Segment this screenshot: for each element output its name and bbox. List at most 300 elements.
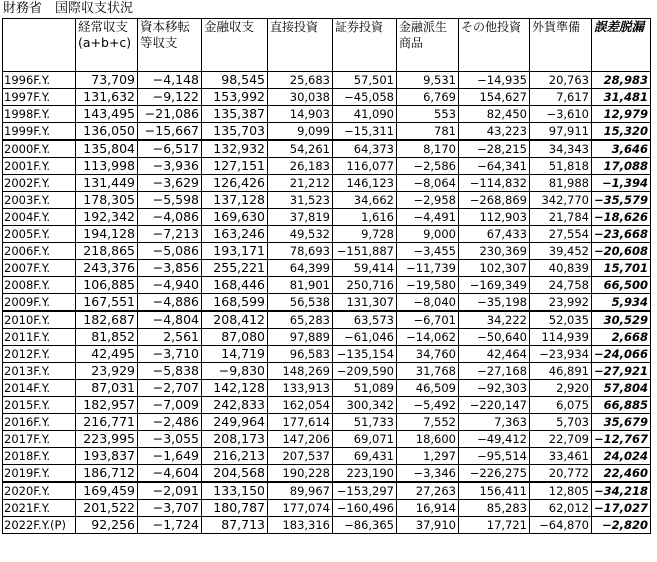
cell-other-investment: −169,349 (459, 277, 530, 294)
cell-financial-derivatives: −3,455 (397, 243, 459, 260)
cell-errors-omissions: −35,579 (592, 192, 651, 209)
cell-other-investment: 230,369 (459, 243, 530, 260)
cell-direct-investment: 133,913 (268, 380, 333, 397)
cell-direct-investment: 81,901 (268, 277, 333, 294)
cell-errors-omissions: −17,027 (592, 500, 651, 517)
cell-financial-derivatives: −8,040 (397, 294, 459, 312)
cell-portfolio-investment: −45,058 (333, 89, 397, 106)
cell-errors-omissions: 15,320 (592, 123, 651, 141)
header-financial-derivatives: 金融派生商品 (397, 19, 459, 72)
cell-other-investment: −14,935 (459, 72, 530, 89)
cell-direct-investment: 78,693 (268, 243, 333, 260)
table-row (3, 346, 651, 363)
cell-capital-account: −6,517 (138, 140, 202, 158)
cell-financial-derivatives: 27,263 (397, 482, 459, 500)
cell-current-account: 113,998 (76, 158, 138, 175)
cell-errors-omissions: 15,701 (592, 260, 651, 277)
cell-other-investment: −220,147 (459, 397, 530, 414)
cell-direct-investment: 26,183 (268, 158, 333, 175)
cell-portfolio-investment: −61,046 (333, 329, 397, 346)
cell-financial-account: 135,387 (202, 106, 268, 123)
table-row (3, 517, 651, 534)
cell-fiscal-year: 2014F.Y. (3, 380, 76, 397)
cell-errors-omissions: −20,608 (592, 243, 651, 260)
cell-financial-account: 153,992 (202, 89, 268, 106)
cell-reserve-assets: 12,805 (530, 482, 592, 500)
cell-reserve-assets: 46,891 (530, 363, 592, 380)
cell-other-investment: 42,464 (459, 346, 530, 363)
cell-other-investment: 7,363 (459, 414, 530, 431)
cell-financial-account: 204,568 (202, 465, 268, 483)
cell-current-account: 87,031 (76, 380, 138, 397)
cell-portfolio-investment: −86,365 (333, 517, 397, 534)
cell-other-investment: −92,303 (459, 380, 530, 397)
cell-financial-derivatives: 37,910 (397, 517, 459, 534)
cell-current-account: 143,495 (76, 106, 138, 123)
cell-capital-account: −5,086 (138, 243, 202, 260)
cell-financial-account: 137,128 (202, 192, 268, 209)
table-row (3, 414, 651, 431)
cell-current-account: 23,929 (76, 363, 138, 380)
cell-reserve-assets: 20,772 (530, 465, 592, 483)
cell-direct-investment: 65,283 (268, 311, 333, 329)
cell-financial-account: 169,630 (202, 209, 268, 226)
table-row (3, 448, 651, 465)
cell-direct-investment: 148,269 (268, 363, 333, 380)
cell-errors-omissions: −27,921 (592, 363, 651, 380)
cell-financial-account: 216,213 (202, 448, 268, 465)
balance-of-payments-table (2, 18, 651, 534)
cell-capital-account: −3,707 (138, 500, 202, 517)
cell-direct-investment: 49,532 (268, 226, 333, 243)
cell-portfolio-investment: 116,077 (333, 158, 397, 175)
cell-fiscal-year: 2000F.Y. (3, 140, 76, 158)
cell-errors-omissions: 57,804 (592, 380, 651, 397)
cell-current-account: 182,687 (76, 311, 138, 329)
cell-capital-account: −2,486 (138, 414, 202, 431)
cell-errors-omissions: 2,668 (592, 329, 651, 346)
cell-errors-omissions: 3,646 (592, 140, 651, 158)
header-errors-omissions: 誤差脱漏 (592, 19, 651, 72)
cell-other-investment: 67,433 (459, 226, 530, 243)
cell-errors-omissions: −2,820 (592, 517, 651, 534)
cell-direct-investment: 147,206 (268, 431, 333, 448)
cell-reserve-assets: 52,035 (530, 311, 592, 329)
table-row (3, 380, 651, 397)
cell-portfolio-investment: 146,123 (333, 175, 397, 192)
cell-current-account: 243,376 (76, 260, 138, 277)
cell-errors-omissions: −24,066 (592, 346, 651, 363)
cell-capital-account: −2,707 (138, 380, 202, 397)
cell-reserve-assets: 81,988 (530, 175, 592, 192)
cell-fiscal-year: 2010F.Y. (3, 311, 76, 329)
cell-fiscal-year: 2004F.Y. (3, 209, 76, 226)
cell-direct-investment: 162,054 (268, 397, 333, 414)
cell-portfolio-investment: −160,496 (333, 500, 397, 517)
cell-fiscal-year: 2002F.Y. (3, 175, 76, 192)
table-row (3, 106, 651, 123)
cell-reserve-assets: −3,610 (530, 106, 592, 123)
cell-direct-investment: 21,212 (268, 175, 333, 192)
cell-fiscal-year: 2006F.Y. (3, 243, 76, 260)
cell-errors-omissions: 24,024 (592, 448, 651, 465)
cell-financial-derivatives: 16,914 (397, 500, 459, 517)
cell-financial-account: 98,545 (202, 72, 268, 89)
cell-direct-investment: 31,523 (268, 192, 333, 209)
cell-capital-account: −7,213 (138, 226, 202, 243)
cell-financial-account: 14,719 (202, 346, 268, 363)
cell-reserve-assets: 62,012 (530, 500, 592, 517)
cell-direct-investment: 25,683 (268, 72, 333, 89)
cell-errors-omissions: −1,394 (592, 175, 651, 192)
cell-reserve-assets: 40,839 (530, 260, 592, 277)
header-other-investment: その他投資 (459, 19, 530, 72)
cell-reserve-assets: 39,452 (530, 243, 592, 260)
cell-other-investment: −226,275 (459, 465, 530, 483)
cell-current-account: 73,709 (76, 72, 138, 89)
cell-portfolio-investment: −15,311 (333, 123, 397, 141)
cell-capital-account: −5,838 (138, 363, 202, 380)
cell-portfolio-investment: 250,716 (333, 277, 397, 294)
cell-direct-investment: 54,261 (268, 140, 333, 158)
cell-financial-derivatives: −4,491 (397, 209, 459, 226)
cell-financial-derivatives: 31,768 (397, 363, 459, 380)
cell-portfolio-investment: 51,733 (333, 414, 397, 431)
cell-current-account: 216,771 (76, 414, 138, 431)
cell-portfolio-investment: 223,190 (333, 465, 397, 483)
cell-other-investment: −49,412 (459, 431, 530, 448)
cell-capital-account: −1,649 (138, 448, 202, 465)
cell-capital-account: −5,598 (138, 192, 202, 209)
cell-financial-derivatives: −6,701 (397, 311, 459, 329)
cell-financial-account: 168,599 (202, 294, 268, 312)
cell-current-account: 182,957 (76, 397, 138, 414)
cell-direct-investment: 97,889 (268, 329, 333, 346)
cell-capital-account: −4,886 (138, 294, 202, 312)
cell-capital-account: −2,091 (138, 482, 202, 500)
cell-financial-derivatives: 7,552 (397, 414, 459, 431)
cell-current-account: 131,449 (76, 175, 138, 192)
cell-other-investment: 156,411 (459, 482, 530, 500)
cell-financial-derivatives: −19,580 (397, 277, 459, 294)
cell-errors-omissions: 66,885 (592, 397, 651, 414)
table-row (3, 226, 651, 243)
cell-portfolio-investment: −151,887 (333, 243, 397, 260)
cell-other-investment: 154,627 (459, 89, 530, 106)
cell-fiscal-year: 1998F.Y. (3, 106, 76, 123)
cell-capital-account: −1,724 (138, 517, 202, 534)
cell-other-investment: −64,341 (459, 158, 530, 175)
table-row (3, 158, 651, 175)
cell-fiscal-year: 2005F.Y. (3, 226, 76, 243)
cell-direct-investment: 190,228 (268, 465, 333, 483)
cell-financial-account: 242,833 (202, 397, 268, 414)
table-row (3, 72, 651, 89)
cell-financial-account: 142,128 (202, 380, 268, 397)
cell-portfolio-investment: 41,090 (333, 106, 397, 123)
cell-other-investment: 43,223 (459, 123, 530, 141)
cell-fiscal-year: 2003F.Y. (3, 192, 76, 209)
cell-reserve-assets: 22,709 (530, 431, 592, 448)
cell-reserve-assets: 24,758 (530, 277, 592, 294)
cell-other-investment: −35,198 (459, 294, 530, 312)
header-financial-account: 金融収支 (202, 19, 268, 72)
cell-fiscal-year: 2001F.Y. (3, 158, 76, 175)
cell-financial-derivatives: −5,492 (397, 397, 459, 414)
cell-current-account: 81,852 (76, 329, 138, 346)
cell-financial-derivatives: 6,769 (397, 89, 459, 106)
cell-capital-account: −15,667 (138, 123, 202, 141)
cell-current-account: 131,632 (76, 89, 138, 106)
cell-other-investment: −27,168 (459, 363, 530, 380)
cell-portfolio-investment: 59,414 (333, 260, 397, 277)
cell-financial-derivatives: −14,062 (397, 329, 459, 346)
table-row (3, 209, 651, 226)
cell-reserve-assets: 2,920 (530, 380, 592, 397)
table-row (3, 140, 651, 158)
cell-other-investment: −28,215 (459, 140, 530, 158)
cell-financial-account: 135,703 (202, 123, 268, 141)
cell-current-account: 194,128 (76, 226, 138, 243)
cell-other-investment: 34,222 (459, 311, 530, 329)
cell-financial-derivatives: 8,170 (397, 140, 459, 158)
cell-errors-omissions: −12,767 (592, 431, 651, 448)
cell-other-investment: −95,514 (459, 448, 530, 465)
table-row (3, 311, 651, 329)
cell-fiscal-year: 1997F.Y. (3, 89, 76, 106)
cell-capital-account: 2,561 (138, 329, 202, 346)
cell-other-investment: −50,640 (459, 329, 530, 346)
table-row (3, 89, 651, 106)
cell-financial-account: 132,932 (202, 140, 268, 158)
cell-reserve-assets: 7,617 (530, 89, 592, 106)
table-row (3, 243, 651, 260)
table-row (3, 363, 651, 380)
cell-financial-account: 180,787 (202, 500, 268, 517)
cell-capital-account: −4,086 (138, 209, 202, 226)
cell-current-account: 167,551 (76, 294, 138, 312)
cell-portfolio-investment: 300,342 (333, 397, 397, 414)
cell-current-account: 135,804 (76, 140, 138, 158)
cell-current-account: 178,305 (76, 192, 138, 209)
cell-errors-omissions: 17,088 (592, 158, 651, 175)
cell-other-investment: 112,903 (459, 209, 530, 226)
cell-capital-account: −21,086 (138, 106, 202, 123)
cell-errors-omissions: 28,983 (592, 72, 651, 89)
table-row (3, 397, 651, 414)
cell-portfolio-investment: 131,307 (333, 294, 397, 312)
cell-financial-derivatives: −11,739 (397, 260, 459, 277)
cell-portfolio-investment: −209,590 (333, 363, 397, 380)
cell-errors-omissions: 66,500 (592, 277, 651, 294)
header-row (3, 19, 651, 72)
table-row (3, 175, 651, 192)
cell-fiscal-year: 2015F.Y. (3, 397, 76, 414)
cell-financial-account: 87,080 (202, 329, 268, 346)
cell-financial-account: −9,830 (202, 363, 268, 380)
cell-financial-account: 163,246 (202, 226, 268, 243)
cell-other-investment: 17,721 (459, 517, 530, 534)
cell-errors-omissions: 22,460 (592, 465, 651, 483)
cell-fiscal-year: 1999F.Y. (3, 123, 76, 141)
cell-capital-account: −4,940 (138, 277, 202, 294)
cell-fiscal-year: 2019F.Y. (3, 465, 76, 483)
cell-capital-account: −4,604 (138, 465, 202, 483)
cell-capital-account: −3,055 (138, 431, 202, 448)
cell-capital-account: −7,009 (138, 397, 202, 414)
cell-errors-omissions: 5,934 (592, 294, 651, 312)
cell-financial-derivatives: −2,586 (397, 158, 459, 175)
cell-reserve-assets: −23,934 (530, 346, 592, 363)
cell-financial-derivatives: −2,958 (397, 192, 459, 209)
cell-direct-investment: 64,399 (268, 260, 333, 277)
cell-financial-derivatives: 18,600 (397, 431, 459, 448)
cell-current-account: 169,459 (76, 482, 138, 500)
table-row (3, 500, 651, 517)
cell-other-investment: −114,832 (459, 175, 530, 192)
cell-direct-investment: 177,614 (268, 414, 333, 431)
header-capital-account: 資本移転等収支 (138, 19, 202, 72)
cell-current-account: 201,522 (76, 500, 138, 517)
cell-financial-account: 87,713 (202, 517, 268, 534)
table-row (3, 329, 651, 346)
cell-financial-derivatives: −8,064 (397, 175, 459, 192)
cell-financial-account: 133,150 (202, 482, 268, 500)
cell-current-account: 186,712 (76, 465, 138, 483)
table-body (3, 72, 651, 534)
cell-reserve-assets: 51,818 (530, 158, 592, 175)
cell-financial-derivatives: 781 (397, 123, 459, 141)
cell-direct-investment: 96,583 (268, 346, 333, 363)
cell-fiscal-year: 2016F.Y. (3, 414, 76, 431)
cell-other-investment: 82,450 (459, 106, 530, 123)
cell-financial-derivatives: 9,531 (397, 72, 459, 89)
cell-fiscal-year: 1996F.Y. (3, 72, 76, 89)
cell-portfolio-investment: 51,089 (333, 380, 397, 397)
cell-fiscal-year: 2020F.Y. (3, 482, 76, 500)
cell-financial-derivatives: −3,346 (397, 465, 459, 483)
table-row (3, 465, 651, 483)
cell-direct-investment: 207,537 (268, 448, 333, 465)
cell-current-account: 92,256 (76, 517, 138, 534)
cell-reserve-assets: 6,075 (530, 397, 592, 414)
cell-financial-account: 193,171 (202, 243, 268, 260)
cell-reserve-assets: 97,911 (530, 123, 592, 141)
cell-direct-investment: 56,538 (268, 294, 333, 312)
cell-fiscal-year: 2013F.Y. (3, 363, 76, 380)
cell-financial-account: 255,221 (202, 260, 268, 277)
cell-reserve-assets: 5,703 (530, 414, 592, 431)
cell-reserve-assets: 21,784 (530, 209, 592, 226)
cell-portfolio-investment: −153,297 (333, 482, 397, 500)
cell-errors-omissions: 12,979 (592, 106, 651, 123)
cell-errors-omissions: 31,481 (592, 89, 651, 106)
cell-fiscal-year: 2022F.Y.(P) (3, 517, 76, 534)
cell-current-account: 218,865 (76, 243, 138, 260)
cell-current-account: 42,495 (76, 346, 138, 363)
cell-financial-derivatives: 46,509 (397, 380, 459, 397)
cell-portfolio-investment: 57,501 (333, 72, 397, 89)
cell-reserve-assets: −64,870 (530, 517, 592, 534)
cell-direct-investment: 30,038 (268, 89, 333, 106)
header-corner (3, 19, 76, 72)
cell-financial-derivatives: 1,297 (397, 448, 459, 465)
cell-errors-omissions: 30,529 (592, 311, 651, 329)
cell-reserve-assets: 114,939 (530, 329, 592, 346)
cell-direct-investment: 9,099 (268, 123, 333, 141)
cell-portfolio-investment: 34,662 (333, 192, 397, 209)
cell-portfolio-investment: 1,616 (333, 209, 397, 226)
cell-portfolio-investment: 63,573 (333, 311, 397, 329)
cell-fiscal-year: 2017F.Y. (3, 431, 76, 448)
table-row (3, 192, 651, 209)
cell-current-account: 193,837 (76, 448, 138, 465)
header-direct-investment: 直接投資 (268, 19, 333, 72)
table-row (3, 277, 651, 294)
cell-current-account: 192,342 (76, 209, 138, 226)
cell-capital-account: −3,856 (138, 260, 202, 277)
cell-portfolio-investment: 9,728 (333, 226, 397, 243)
table-row (3, 260, 651, 277)
table-row (3, 431, 651, 448)
cell-portfolio-investment: 64,373 (333, 140, 397, 158)
cell-financial-derivatives: 553 (397, 106, 459, 123)
cell-financial-account: 127,151 (202, 158, 268, 175)
cell-current-account: 223,995 (76, 431, 138, 448)
cell-errors-omissions: 35,679 (592, 414, 651, 431)
cell-reserve-assets: 23,992 (530, 294, 592, 312)
cell-fiscal-year: 2007F.Y. (3, 260, 76, 277)
cell-financial-account: 249,964 (202, 414, 268, 431)
cell-fiscal-year: 2011F.Y. (3, 329, 76, 346)
cell-capital-account: −9,122 (138, 89, 202, 106)
cell-capital-account: −3,710 (138, 346, 202, 363)
cell-errors-omissions: −18,626 (592, 209, 651, 226)
cell-financial-account: 208,412 (202, 311, 268, 329)
header-reserve-assets: 外貨準備 (530, 19, 592, 72)
cell-capital-account: −3,629 (138, 175, 202, 192)
cell-reserve-assets: 20,763 (530, 72, 592, 89)
cell-other-investment: −268,869 (459, 192, 530, 209)
cell-portfolio-investment: 69,431 (333, 448, 397, 465)
sheet-title: 財務省 国際収支状況 (3, 1, 134, 16)
cell-financial-derivatives: 34,760 (397, 346, 459, 363)
cell-current-account: 106,885 (76, 277, 138, 294)
header-current-account: 経常収支(a+b+c) (76, 19, 138, 72)
cell-other-investment: 85,283 (459, 500, 530, 517)
cell-capital-account: −4,804 (138, 311, 202, 329)
cell-fiscal-year: 2021F.Y. (3, 500, 76, 517)
cell-direct-investment: 37,819 (268, 209, 333, 226)
cell-fiscal-year: 2009F.Y. (3, 294, 76, 312)
cell-direct-investment: 183,316 (268, 517, 333, 534)
cell-fiscal-year: 2018F.Y. (3, 448, 76, 465)
cell-reserve-assets: 33,461 (530, 448, 592, 465)
cell-current-account: 136,050 (76, 123, 138, 141)
cell-portfolio-investment: 69,071 (333, 431, 397, 448)
cell-errors-omissions: −34,218 (592, 482, 651, 500)
table-row (3, 482, 651, 500)
cell-fiscal-year: 2012F.Y. (3, 346, 76, 363)
cell-capital-account: −4,148 (138, 72, 202, 89)
cell-direct-investment: 89,967 (268, 482, 333, 500)
cell-capital-account: −3,936 (138, 158, 202, 175)
cell-reserve-assets: 34,343 (530, 140, 592, 158)
table-row (3, 123, 651, 141)
cell-fiscal-year: 2008F.Y. (3, 277, 76, 294)
cell-financial-derivatives: 9,000 (397, 226, 459, 243)
cell-reserve-assets: 27,554 (530, 226, 592, 243)
